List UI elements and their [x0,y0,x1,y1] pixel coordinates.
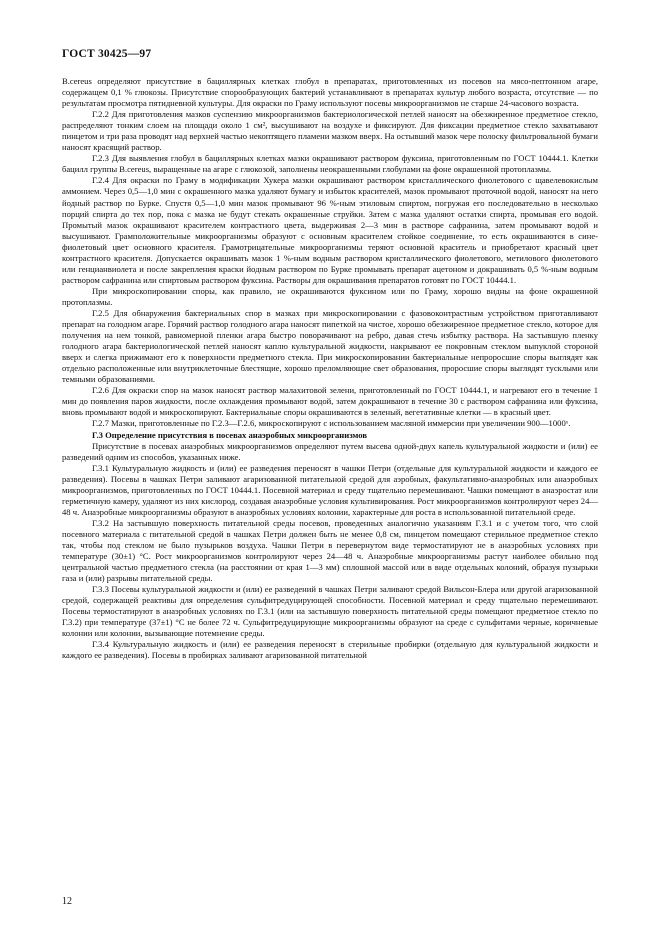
body-paragraph: Г.2.4 Для окраски по Граму в модификации Хукера мазки окрашивают раствором кристаллического фиолетового с щавелевокислым аммонием. Через 0,5—1,0 мин с окрашенного мазка удаляют бумагу и избыток красителей, мазок промывают проточной водой, наносят на него йодный раствор по Бурке. Спустя 0,5—1,0 мин мазок промывают 96 %-ным этиловым спиртом, погружая его последовательно в несколько порций спирта до тех пор, пока с мазка не будут стекать окрашенные струйки. Затем с мазка удаляют остатки спирта, промывая его водой. Промытый мазок окрашивают красителем контрастного цвета, выдерживая 2—3 мин в растворе сафранина, затем промывают водой и высушивают. Грамположительные микроорганизмы образуют с основным красителем стойкое соединение, то есть окрашиваются в сине-фиолетовый цвет основного красителя. Грамотрицательные микроорганизмы теряют основной краситель и приобретают красный цвет контрастного красителя. Допускается окрашивать мазок 1 %-ным водным раствором кристаллического фиолетового, метилового фиолетового или генцианвиолета и после закрепления краски йодным раствором по Бурке промывать препарат ацетоном и докрашивать 0,5 %-ным водным раствором сафранина или спиртовым раствором фуксина. Растворы для окрашивания препаратов готовят по ГОСТ 10444.1. [62,175,598,285]
body-paragraph: При микроскопировании споры, как правило, не окрашиваются фуксином или по Граму, хорошо видны на фоне окрашенной протоплазмы. [62,285,598,307]
body-paragraph: Г.3.3 Посевы культуральной жидкости и (или) ее разведений в чашках Петри заливают средой Вильсон-Блера или другой агаризованной средой, содержащей реактивы для определения сульфитредуцирующей способности. Посевной материал и среду тщательно перемешивают. Посевы термостатируют в анаэробных условиях по Г.3.1 (или на застывшую поверхность питательной среды помещают предметное стекло по Г.3.2) при температуре (37±1) °С не более 72 ч. Сульфитредуцирующие микроорганизмы образуют на среде с сульфитами черные, коричневые колонии или колонии, вызывающие потемнение среды. [62,584,598,639]
body-paragraph: Г.2.5 Для обнаружения бактериальных спор в мазках при микроскопировании с фазовоконтрастным устройством приготавливают препарат на голодном агаре. Горячий раствор голодного агара наносят пипеткой на чистое, хорошо обезжиренное предметное стекло, которое для получения на нем тонкой, равномерной пленки агара быстро поворачивают на ребро, давая стечь избытку раствора. На застывшую пленку голодного агара бактериологической петлей наносят каплю культуральной жидкости, накрывают ее покровным стеклом выпуклой стороной вверх и слегка прижимают его к поверхности предметного стекла. При микроскопировании бактериальные непроросшие споры выглядят как отдельно расположенные или внутриклеточные блестящие, хорошо преломляющие свет образования, проросшие споры выглядят тусклыми или темными образованиями. [62,307,598,385]
body-paragraph: Г.2.7 Мазки, приготовленные по Г.2.3—Г.2.6, микроскопируют с использованием масляной иммерсии при увеличении 900—1000ˣ. [92,418,571,429]
body-paragraph: Г.3.1 Культуральную жидкость и (или) ее разведения переносят в чашки Петри (отдельные для культуральной жидкости и каждого ее разведения). Посевы в чашках Петри заливают агаризованной питательной средой для аэробных, факультативно-анаэробных или анаэробных микроорганизмов, приготовленных по ГОСТ 10444.1. Посевной материал и среду тщательно перемешивают. Чашки помещают в анаэростат или герметичную камеру, удаляют из них кислород, создавая анаэробные условия культивирования. Рост микроорганизмов контролируют через 24—48 ч. Анаэробные микроорганизмы образуют в анаэробных условиях колонии, характерные для роста в использованной питательной среде. [62,462,598,517]
section-heading: Г.3 Определение присутствия в посевах анаэробных микроорганизмов [92,429,368,440]
body-paragraph: Г.3.2 На застывшую поверхность питательной среды посевов, проведенных аналогично указаниям Г.3.1 и с учетом того, что слой посевного материала с питательной средой в чашках Петри должен быть не менее 0,8 см, пинцетом помещают стерильное предметное стекло так, чтобы под стеклом не было пузырьков воздуха. Чашки Петри в перевернутом виде термостатируют не в анаэробных условиях при температуре (30±1) °С. Рост микроорганизмов контролируют через 24—48 ч. Анаэробные микроорганизмы растут наиболее обильно под центральной частью предметного стекла (на расстоянии от края 1—3 мм) сплошной массой или в виде отдельных колоний, образуя пузырьки газа и (или) разрывы питательной среды. [62,517,598,584]
body-paragraph: Г.2.6 Для окраски спор на мазок наносят раствор малахитовой зелени, приготовленный по ГОСТ 10444.1, и нагревают его в течение 1 мин до появления паров жидкости, после охлаждения промывают водой, затем докрашивают в течение 30 с раствором сафранина или фуксина, вновь промывают водой и микроскопируют. Бактериальные споры окрашиваются в зеленый, вегетативные клетки — в красный цвет. [62,385,598,418]
document-body [62,76,598,661]
body-paragraph: Г.2.3 Для выявления глобул в бациллярных клетках мазки окрашивают раствором фуксина, приготовленным по ГОСТ 10444.1. Клетки бацилл группы B.cereus, выращенные на агаре с глюкозой, заполнены неокрашенными глобулами на фоне окрашенной протоплазмы. [62,153,598,175]
document-code-header: ГОСТ 30425—97 [62,48,152,60]
page-number: 12 [62,896,72,907]
body-paragraph: Присутствие в посевах анаэробных микроорганизмов определяют путем высева одной-двух капель культуральной жидкости и (или) ее разведений одним из способов, указанных ниже. [62,440,598,462]
body-paragraph: B.cereus определяют присутствие в бациллярных клетках глобул в препаратах, приготовленных из посевов на мясо-пептонном агаре, содержащем 0,1 % глюкозы. Присутствие спорообразующих бактерий устанавливают в препаратах культур любого возраста, отсутствие — по результатам просмотра пятидневной культуры. Для окраски по Граму используют посевы микроорганизмов не старше 24-часового возраста. [62,76,598,109]
body-paragraph: Г.2.2 Для приготовления мазков суспензию микроорганизмов бактериологической петлей наносят на обезжиренное предметное стекло, распределяют тонким слоем на площади около 1 см², высушивают на воздухе и фиксируют. Для фиксации предметное стекло захватывают пинцетом и три раза проводят над верхней частью некоптящего пламени мазком вверх. На остывший мазок чере полоску фильтровальной бумаги наносят красящий раствор. [62,109,598,153]
body-paragraph: Г.3.4 Культуральную жидкость и (или) ее разведения переносят в стерильные пробирки (отдельную для культуральной жидкости и каждого ее разведения). Посевы в пробирках заливают агаризованной питательной [62,639,598,661]
